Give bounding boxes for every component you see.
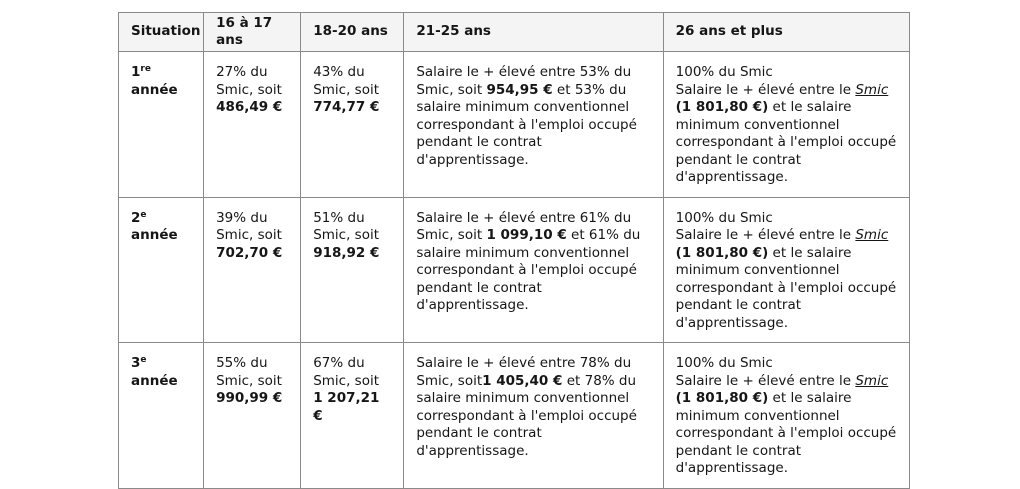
rule-text-post: et le salaire minimum conventionnel correspondant à l'emploi occupé pendant le contrat d'apprentissage. — [675, 99, 897, 185]
cell-age-21-25 — [404, 197, 663, 343]
cell-age-18-20 — [301, 343, 404, 489]
rate-text: 100% du Smic — [675, 64, 773, 80]
rule-text-post: et 53% du salaire minimum conventionnel correspondant à l'emploi occupé pendant le contrat d'apprentissage. — [416, 81, 637, 168]
year-ordinal: e — [140, 355, 147, 365]
rule-text-post: et le salaire minimum conventionnel correspondant à l'emploi occupé pendant le contrat d'apprentissage. — [675, 390, 897, 476]
smic-link[interactable]: Smic — [855, 227, 889, 243]
amount-text: 486,49 € — [216, 99, 283, 115]
year-word: année — [131, 81, 178, 98]
situation-cell — [119, 197, 204, 343]
amount-text: (1 801,80 €) — [675, 244, 769, 261]
amount-text: 954,95 € — [486, 81, 553, 98]
rule-text-post: et 61% du salaire minimum conventionnel correspondant à l'emploi occupé pendant le contrat d'apprentissage. — [416, 227, 641, 313]
cell-age-16-17 — [204, 343, 301, 489]
amount-text: 990,99 € — [216, 390, 283, 406]
rate-text: 67% du Smic, soit — [313, 355, 380, 389]
amount-text: (1 801,80 €) — [675, 390, 769, 406]
cell-age-26-plus — [663, 343, 909, 489]
cell-age-16-17 — [204, 52, 301, 198]
table-header-row — [119, 13, 910, 52]
rule-text-post: et le salaire minimum conventionnel correspondant à l'emploi occupé pendant le contrat d'apprentissage. — [675, 244, 897, 331]
apprentice-salary-table-container — [118, 12, 910, 489]
amount-text: 1 405,40 € — [482, 372, 563, 389]
rate-text: 27% du Smic, soit — [216, 64, 282, 98]
rate-text: 100% du Smic — [675, 355, 773, 371]
year-ordinal: e — [140, 209, 147, 220]
amount-text: 702,70 € — [216, 244, 283, 261]
amount-text: 918,92 € — [313, 244, 380, 261]
smic-link[interactable]: Smic — [855, 372, 889, 389]
apprentice-salary-table — [118, 12, 910, 489]
year-number: 2 — [131, 209, 141, 226]
rule-text-pre: Salaire le + élevé entre 78% du Smic, soit — [416, 355, 632, 389]
situation-cell — [119, 343, 204, 489]
rate-text: 39% du Smic, soit — [216, 209, 282, 243]
rule-text-pre: Salaire le + élevé entre 53% du Smic, soit — [416, 64, 632, 98]
rate-text: 55% du Smic, soit — [216, 355, 282, 389]
rule-text-post: et 78% du salaire minimum conventionnel correspondant à l'emploi occupé pendant le contrat d'apprentissage. — [416, 372, 637, 459]
cell-age-26-plus — [663, 52, 909, 198]
table-row — [119, 197, 910, 343]
cell-age-16-17 — [204, 197, 301, 343]
amount-text: 774,77 € — [313, 99, 380, 115]
year-ordinal: re — [140, 64, 151, 74]
situation-cell — [119, 52, 204, 198]
year-word: année — [131, 227, 178, 243]
rate-text: 100% du Smic — [675, 209, 773, 226]
header-age-18-20: 18-20 ans — [301, 13, 404, 52]
rule-text-pre: Salaire le + élevé entre le — [675, 227, 856, 243]
header-age-26-plus: 26 ans et plus — [663, 13, 909, 52]
cell-age-26-plus — [663, 197, 909, 343]
table-row — [119, 343, 910, 489]
rate-text: 51% du Smic, soit — [313, 209, 380, 243]
cell-age-21-25 — [404, 343, 663, 489]
cell-age-18-20 — [301, 52, 404, 198]
year-number: 1 — [131, 64, 141, 80]
cell-age-21-25 — [404, 52, 663, 198]
rule-text-pre: Salaire le + élevé entre le — [675, 372, 856, 389]
header-age-21-25: 21-25 ans — [404, 13, 663, 52]
amount-text: 1 207,21 € — [313, 390, 380, 424]
header-age-16-17: 16 à 17 ans — [204, 13, 301, 52]
table-row — [119, 52, 910, 198]
rule-text-pre: Salaire le + élevé entre 61% du Smic, soit — [416, 209, 632, 243]
amount-text: (1 801,80 €) — [675, 99, 769, 115]
smic-link[interactable]: Smic — [855, 81, 889, 98]
cell-age-18-20 — [301, 197, 404, 343]
year-word: année — [131, 372, 178, 389]
amount-text: 1 099,10 € — [486, 227, 567, 243]
rate-text: 43% du Smic, soit — [313, 64, 380, 98]
rule-text-pre: Salaire le + élevé entre le — [675, 81, 856, 98]
header-situation: Situation — [119, 13, 204, 52]
year-number: 3 — [131, 355, 141, 371]
